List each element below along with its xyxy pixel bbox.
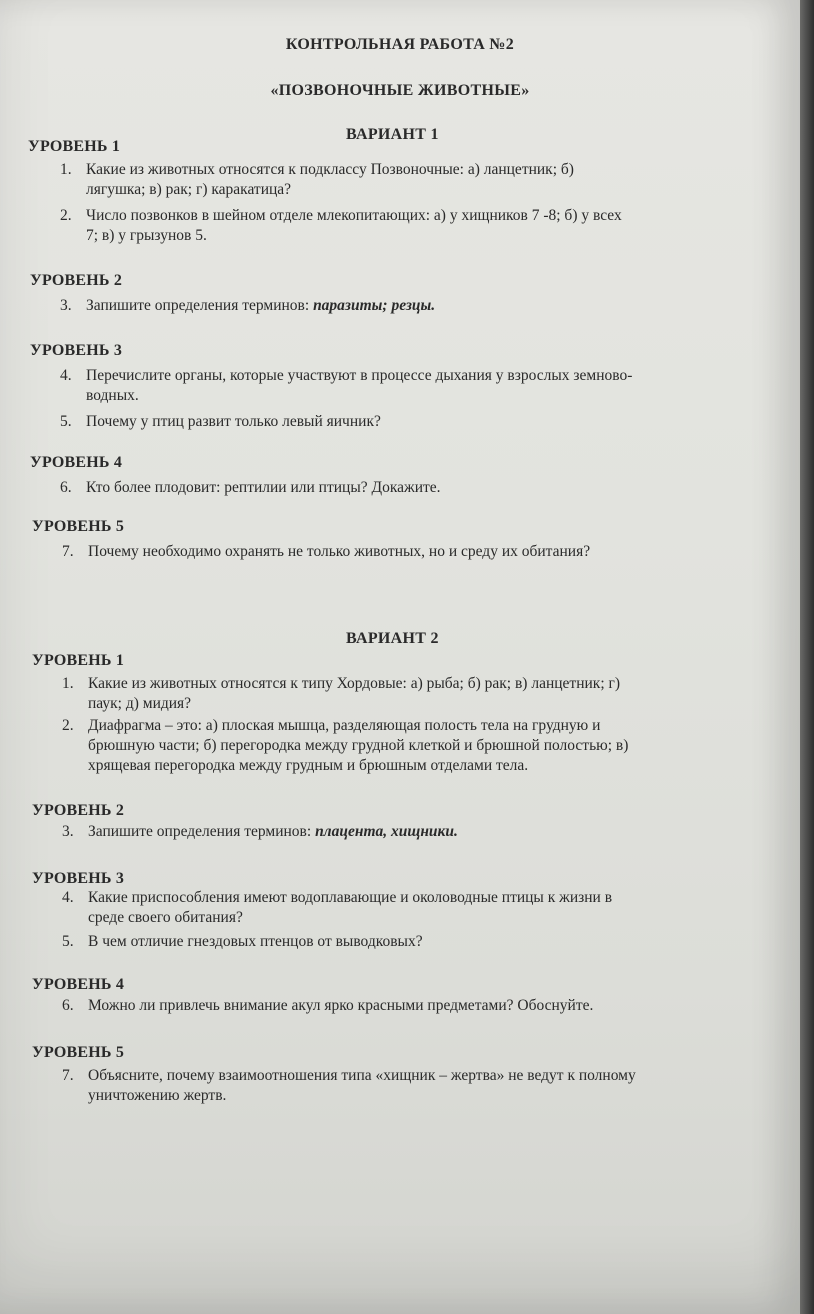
question-text-line: Диафрагма – это: а) плоская мышца, разделяющая полость тела на грудную и [88, 717, 601, 734]
question-text-line: среде своего обитания? [88, 909, 243, 926]
variant-2-level-5-heading: УРОВЕНЬ 5 [32, 1044, 125, 1061]
question-number: 7. [62, 1067, 74, 1084]
variant-2-level-3-heading: УРОВЕНЬ 3 [32, 870, 125, 887]
question-number: 3. [62, 823, 74, 840]
question-text-line: Какие из животных относятся к типу Хордовые: а) рыба; б) рак; в) ланцетник; г) [88, 675, 621, 692]
variant-1-question-7 [62, 542, 590, 562]
variant-2-question-1 [62, 674, 620, 714]
variant-1-level-1-heading: УРОВЕНЬ 1 [28, 138, 121, 155]
variant-2-question-3 [62, 822, 458, 842]
question-text-line: паук; д) мидия? [88, 695, 192, 712]
question-text: Запишите определения терминов: [86, 297, 314, 314]
question-number: 3. [60, 297, 72, 314]
question-text-line [62, 822, 458, 842]
variant-2-level-4-heading: УРОВЕНЬ 4 [32, 976, 125, 993]
question-text-line: уничтожению жертв. [88, 1087, 227, 1104]
question-text-line: Кто более плодовит: рептилии или птицы? Докажите. [86, 479, 441, 496]
question-number: 6. [60, 479, 72, 496]
question-text-line: 7; в) у грызунов 5. [86, 227, 207, 244]
question-number: 4. [60, 367, 72, 384]
question-text-line: Почему необходимо охранять не только животных, но и среду их обитания? [88, 543, 591, 560]
question-number: 1. [62, 675, 74, 692]
question-text-line: брюшную части; б) перегородка между грудной клеткой и брюшной полостью; в) [88, 737, 629, 754]
question-number: 1. [60, 161, 72, 178]
question-terms: плацента, хищники. [315, 823, 458, 840]
question-text-line: Объясните, почему взаимоотношения типа «хищник – жертва» не ведут к полному [88, 1067, 636, 1084]
document-title: КОНТРОЛЬНАЯ РАБОТА №2 [285, 36, 515, 53]
variant-2-question-5 [62, 932, 423, 952]
variant-1-level-3-heading: УРОВЕНЬ 3 [30, 342, 123, 359]
document-subtitle: «ПОЗВОНОЧНЫЕ ЖИВОТНЫЕ» [270, 82, 530, 99]
question-text-line: хрящевая перегородка между грудным и брюшным отделами тела. [88, 757, 529, 774]
variant-1-level-5-heading: УРОВЕНЬ 5 [32, 518, 125, 535]
variant-2-question-6 [62, 996, 593, 1016]
question-text-line: водных. [86, 387, 139, 404]
question-text-line [60, 296, 435, 316]
question-number: 2. [62, 717, 74, 734]
variant-2-level-1-heading: УРОВЕНЬ 1 [32, 652, 125, 669]
question-text-line: Какие из животных относятся к подклассу Позвоночные: а) ланцетник; б) [86, 161, 574, 178]
variant-2-question-7 [62, 1066, 636, 1106]
variant-1-level-2-heading: УРОВЕНЬ 2 [30, 272, 123, 289]
variant-2-heading: ВАРИАНТ 2 [346, 630, 439, 647]
question-number: 4. [62, 889, 74, 906]
variant-2-level-2-heading: УРОВЕНЬ 2 [32, 802, 125, 819]
variant-1-question-6 [60, 478, 441, 498]
question-text-line: Перечислите органы, которые участвуют в процессе дыхания у взрослых земново- [86, 367, 633, 384]
variant-2-question-4 [62, 888, 612, 928]
question-text-line: Можно ли привлечь внимание акул ярко красными предметами? Обоснуйте. [88, 997, 594, 1014]
question-terms: паразиты; резцы. [313, 297, 436, 314]
variant-1-level-4-heading: УРОВЕНЬ 4 [30, 454, 123, 471]
variant-1-question-2 [60, 206, 622, 246]
question-text-line: Почему у птиц развит только левый яичник? [86, 413, 381, 430]
question-number: 7. [62, 543, 74, 560]
question-text-line: лягушка; в) рак; г) каракатица? [86, 181, 292, 198]
variant-1-question-1 [60, 160, 574, 200]
question-text-line: В чем отличие гнездовых птенцов от выводковых? [88, 933, 423, 950]
question-number: 6. [62, 997, 74, 1014]
question-text: Запишите определения терминов: [88, 823, 316, 840]
question-number: 2. [60, 207, 72, 224]
question-number: 5. [60, 413, 72, 430]
background-surface [800, 0, 814, 1314]
variant-1-question-3 [60, 296, 435, 316]
question-text-line: Число позвонков в шейном отделе млекопитающих: а) у хищников 7 -8; б) у всех [86, 207, 622, 224]
question-number: 5. [62, 933, 74, 950]
question-text-line: Какие приспособления имеют водоплавающие и околоводные птицы к жизни в [88, 889, 613, 906]
variant-2-question-2 [62, 716, 628, 776]
variant-1-question-5 [60, 412, 381, 432]
variant-1-question-4 [60, 366, 632, 406]
variant-1-heading: ВАРИАНТ 1 [346, 126, 439, 143]
